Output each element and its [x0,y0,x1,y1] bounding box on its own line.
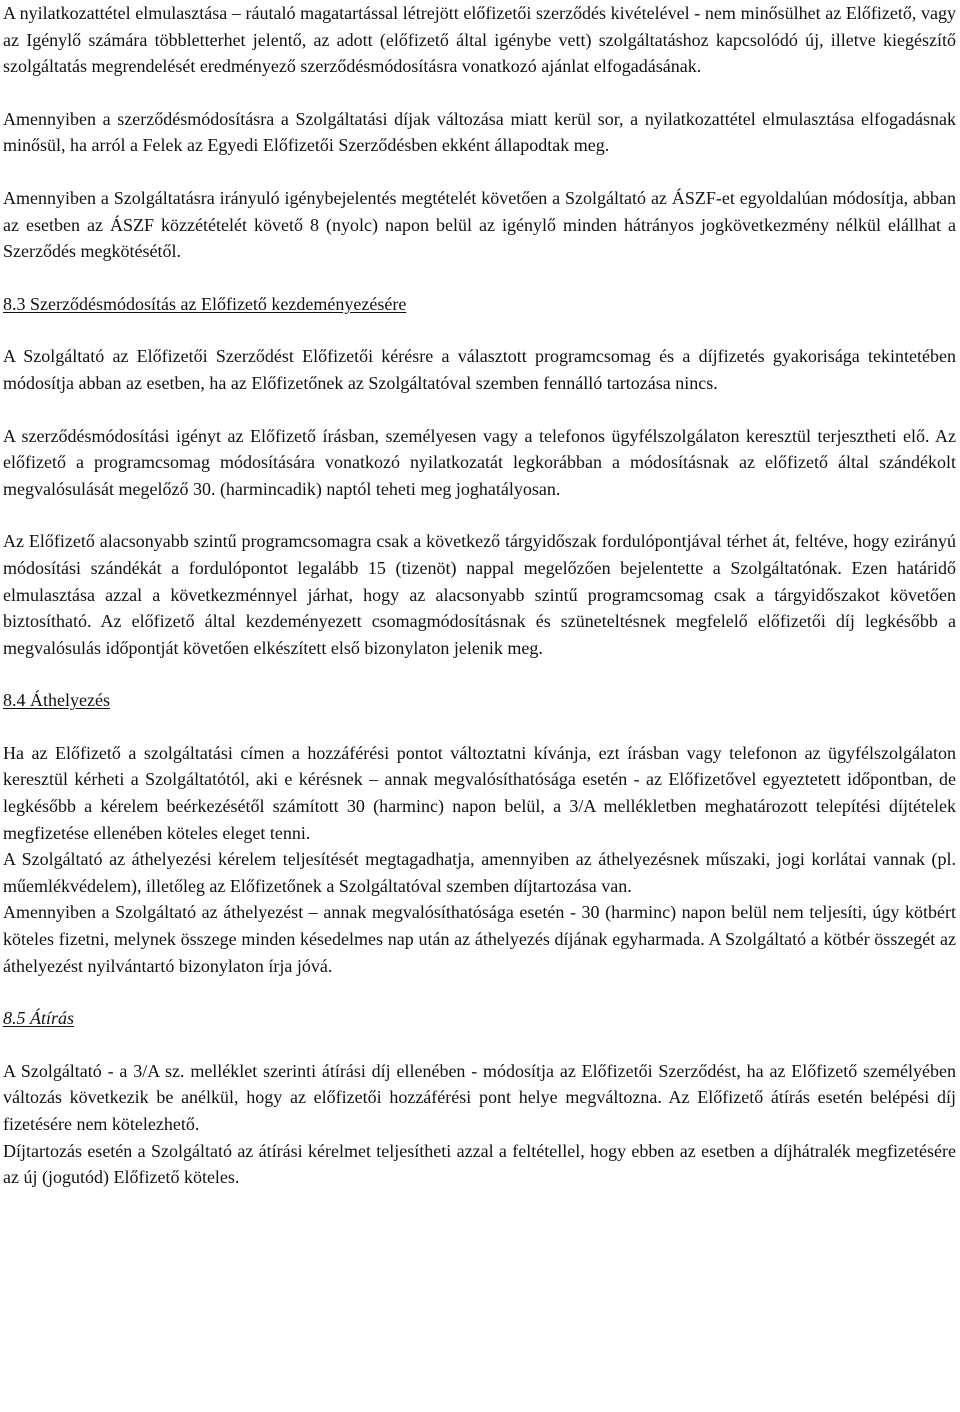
paragraph: A Szolgáltató az áthelyezési kérelem teljesítését megtagadhatja, amennyiben az áthelyezésnek műszaki, jogi korlátai vannak (pl. műemlékvédelem), illetőleg az Előfizetőnek a Szolgáltatóval szemben díjtartozása van. [3,849,956,896]
paragraph: A szerződésmódosítási igényt az Előfizető írásban, személyesen vagy a telefonos ügyfélszolgálaton keresztül terjesztheti elő. Az előfizető a programcsomag módosítására vonatkozó nyilatkozatát legkorábban a módosításnak az előfizető által szándékolt megvalósulását megelőző 30. (harmincadik) naptól teheti meg joghatályosan. [3,425,956,499]
section-heading-8-3-wrap [3,291,956,318]
section-heading-8-3: 8.3 Szerződésmódosítás az Előfizető kezdeményezésére [3,293,407,314]
paragraph: A nyilatkozattétel elmulasztása – ráutaló magatartással létrejött előfizetői szerződés kivételével - nem minősülhet az Előfizető, vagy az Igénylő számára többletterhet jelentő, az adott (előfizető által igénybe vett) szolgáltatáshoz kapcsolódó új, illetve kiegészítő szolgáltatás megrendelését eredményező szerződésmódosításra vonatkozó ajánlat elfogadásának. [3,3,956,77]
paragraph: Díjtartozás esetén a Szolgáltató az átírási kérelmet teljesítheti azzal a feltétellel, hogy ebben az esetben a díjhátralék megfizetésére az új (jogutód) Előfizető köteles. [3,1140,956,1188]
section-heading-8-5-wrap [3,1005,956,1032]
paragraph: Amennyiben a szerződésmódosításra a Szolgáltatási díjak változása miatt kerül sor, a nyilatkozattétel elmulasztása elfogadásnak minősül, ha arról a Felek az Egyedi Előfizetői Szerződésben ekként állapodtak meg. [3,108,956,156]
section-heading-8-4-wrap [3,687,956,714]
paragraph: A Szolgáltató az Előfizetői Szerződést Előfizetői kérésre a választott programcsomag és a díjfizetés gyakorisága tekintetében módosítja abban az esetben, ha az Előfizetőnek az Szolgáltatóval szemben fennálló tartozása nincs. [3,346,956,393]
paragraph: Amennyiben a Szolgáltatásra irányuló igénybejelentés megtételét követően a Szolgáltató az ÁSZF-et egyoldalúan módosítja, abban az esetben az ÁSZF közzétételét követő 8 (nyolc) napon belül az igénylő minden hátrányos jogkövetkezmény nélkül elállhat a Szerződés megkötésétől. [3,187,956,262]
document-page [3,0,956,1191]
paragraph: Ha az Előfizető a szolgáltatási címen a hozzáférési pontot változtatni kívánja, ezt írásban vagy telefonon az ügyfélszolgálaton keresztül kérheti a Szolgáltatótól, aki e kérésnek – annak megvalósíthatósága esetén - az Előfizetővel egyeztetett időpontban, de legkésőbb a kérelem beérkezésétől számított 30 (harminc) napon belül, a 3/A mellékletben meghatározott telepítési díjtételek megfizetése ellenében köteles eleget tenni. [3,742,956,843]
section-heading-8-4: 8.4 Áthelyezés [3,690,110,711]
paragraph: Az Előfizető alacsonyabb szintű programcsomagra csak a következő tárgyidőszak fordulópontjával térhet át, feltéve, hogy ezirányú módosítási szándékát a fordulópontot legalább 15 (tizenöt) nappal megelőzően bejelentette a Szolgáltatónak. Ezen határidő elmulasztása azzal a következménnyel járhat, hogy az alacsonyabb szintű programcsomag csak a tárgyidőszakot követően biztosítható. Az előfizető által kezdeményezett csomagmódosításnak és szüneteltésnek megfelelő előfizetői díj legkésőbb a megvalósulás időpontját követően elkészített első bizonylaton jelenik meg. [3,531,956,658]
paragraph: A Szolgáltató - a 3/A sz. melléklet szerinti átírási díj ellenében - módosítja az Előfizetői Szerződést, ha az Előfizető személyében változás következik be anélkül, hogy az előfizetői hozzáférési pont helye megváltozna. Az Előfizető átírás esetén belépési díj fizetésére nem kötelezhető. [3,1060,956,1134]
paragraph: Amennyiben a Szolgáltató az áthelyezést – annak megvalósíthatósága esetén - 30 (harminc) napon belül nem teljesíti, úgy kötbért köteles fizetni, melynek összege minden késedelmes nap után az áthelyezés díjának egyharmada. A Szolgáltató a kötbér összegét az áthelyezést nyilvántartó bizonylaton írja jóvá. [3,902,956,976]
section-heading-8-5: 8.5 Átírás [3,1008,75,1029]
